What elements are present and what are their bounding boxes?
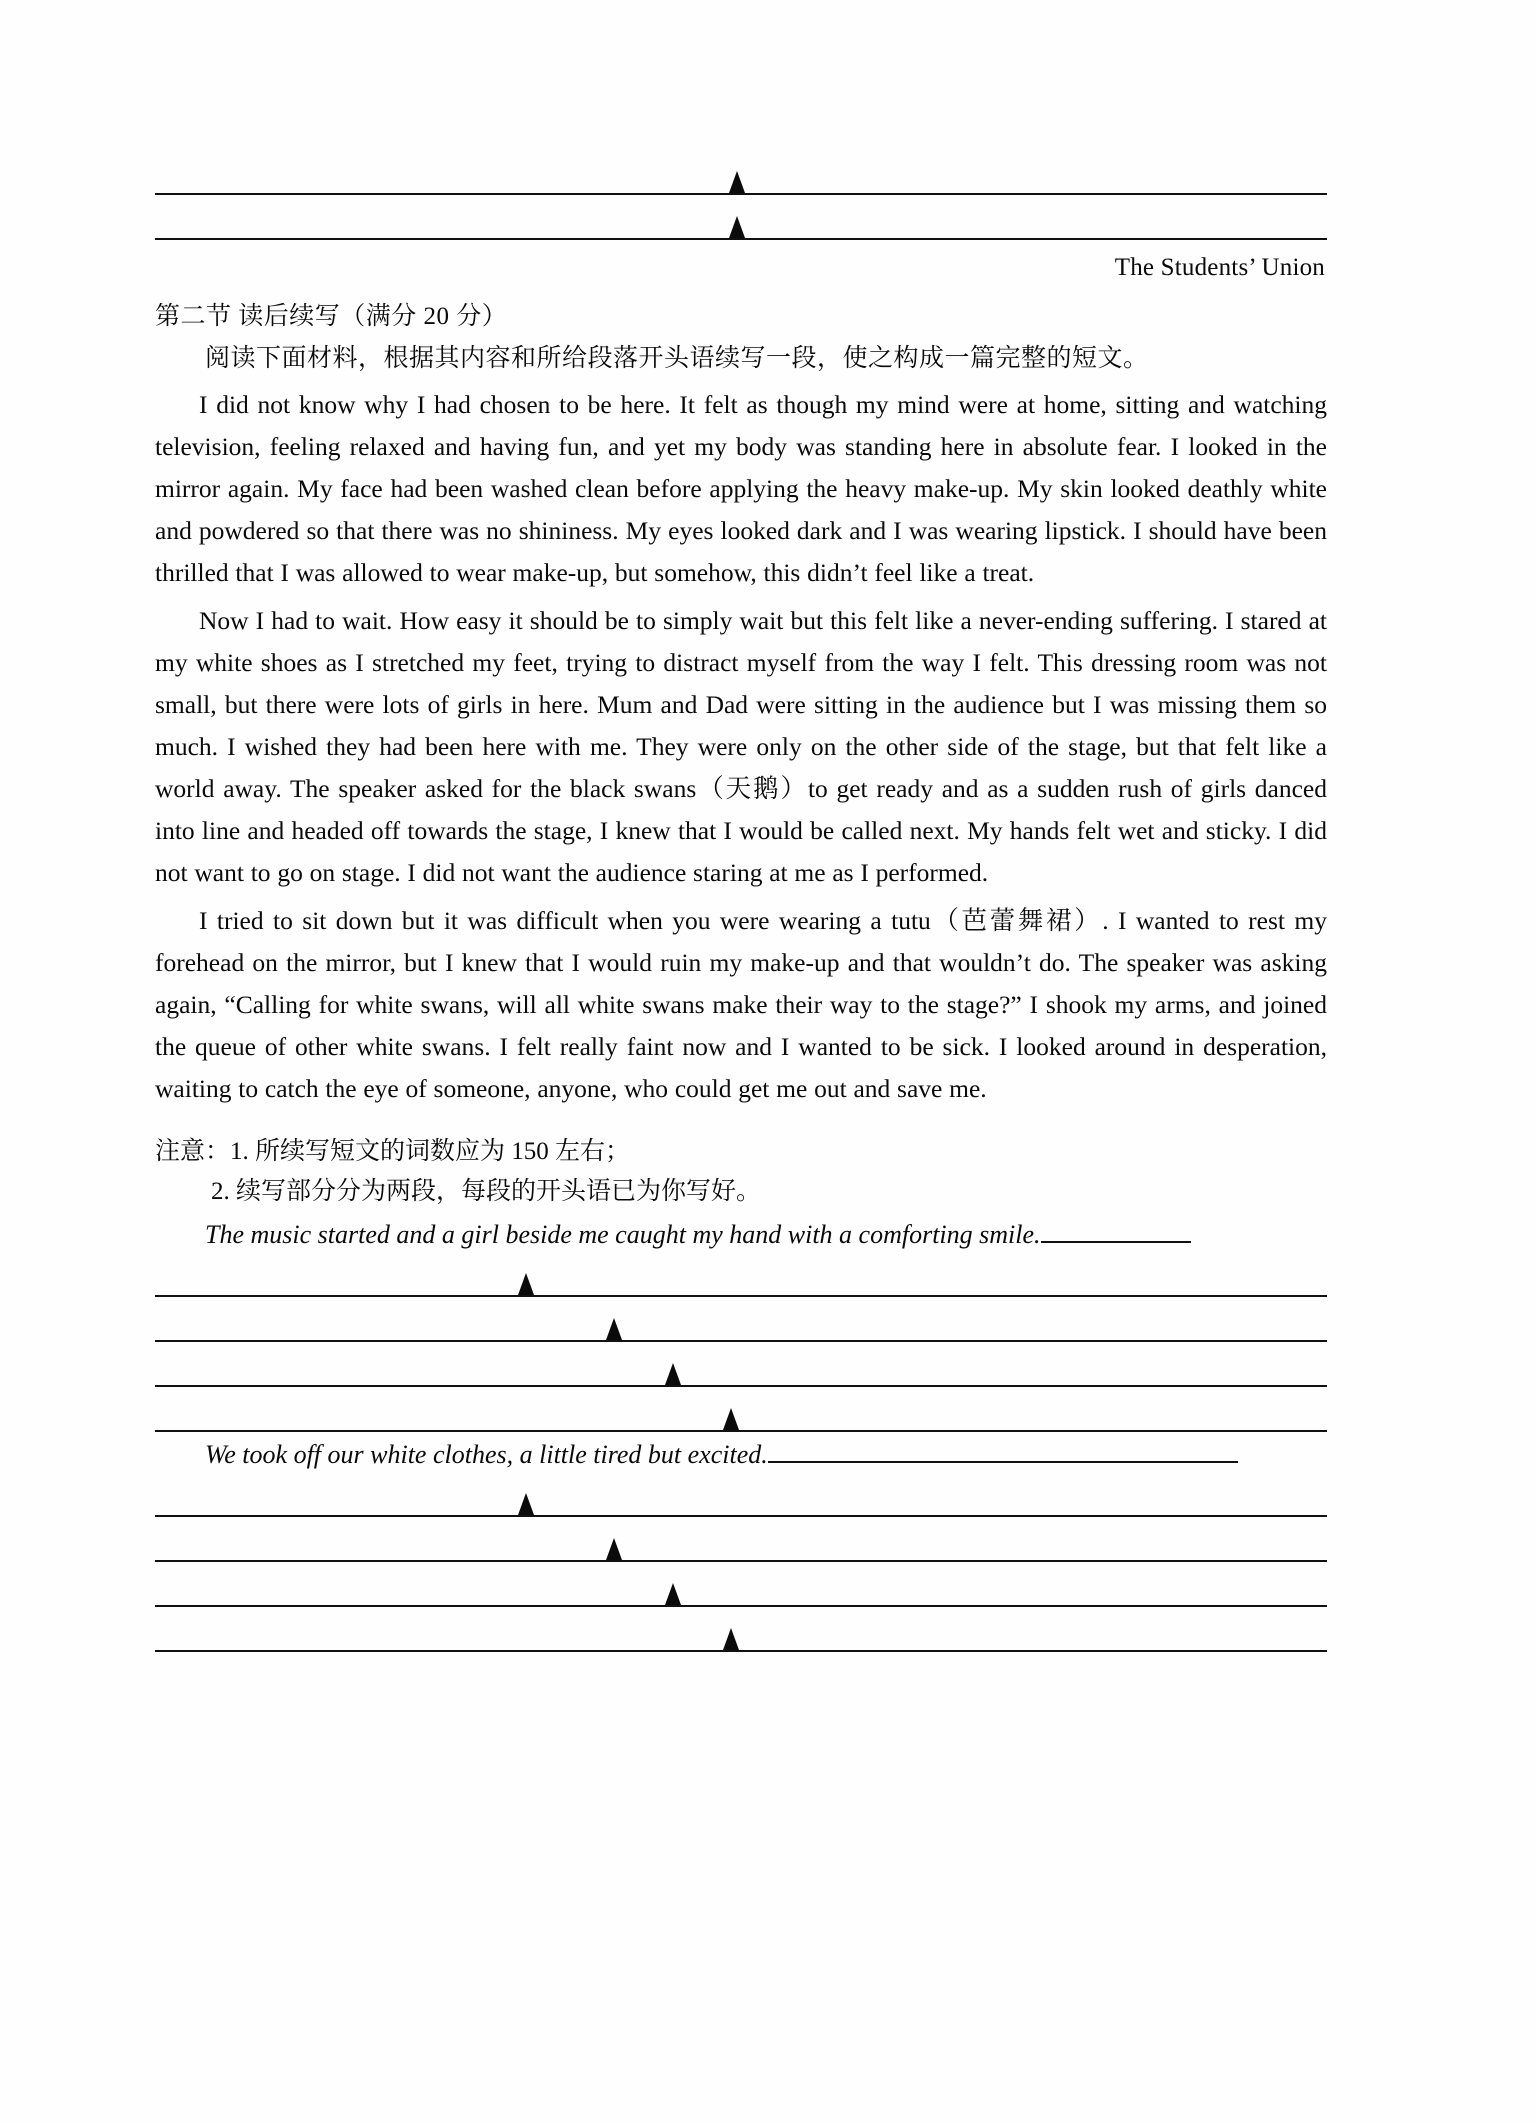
triangle-up-icon (518, 1273, 534, 1295)
ruled-line[interactable] (155, 1472, 1327, 1517)
answer-lines-block-1 (155, 1252, 1327, 1432)
notes-label: 注意： (155, 1138, 231, 1165)
note-item-1 (155, 1132, 1327, 1172)
ruled-line[interactable] (155, 150, 1327, 195)
paragraph-starter-1-text: The music started and a girl beside me caught my hand with a comforting smile. (205, 1220, 1041, 1249)
ruled-line[interactable] (155, 1607, 1327, 1652)
paragraph-starter-2 (205, 1440, 1327, 1470)
ruled-line[interactable] (155, 1387, 1327, 1432)
note-text-1: 1. 所续写短文的词数应为 150 左右； (230, 1138, 631, 1165)
section-instruction: 阅读下面材料，根据其内容和所给段落开头语续写一段，使之构成一篇完整的短文。 (205, 345, 1149, 372)
paragraph-starter-2-text: We took off our white clothes, a little tired but excited. (205, 1440, 768, 1469)
section-heading: 第二节 读后续写（满分 20 分） (155, 303, 508, 330)
answer-lines-block-2 (155, 1472, 1327, 1652)
paragraph-starter-1 (205, 1220, 1327, 1250)
triangle-up-icon (729, 171, 745, 193)
ruled-line[interactable] (155, 1297, 1327, 1342)
passage-paragraph: I did not know why I had chosen to be here. It felt as though my mind were at home, sitting and watching television, feeling relaxed and having fun, and yet my body was standing here in absolute fear. I looked in the mirror again. My face had been washed clean before applying the heavy make-up. My skin looked deathly white and powdered so that there was no shininess. My eyes looked dark and I was wearing lipstick. I should have been thrilled that I was allowed to wear make-up, but somehow, this didn’t feel like a treat. (155, 390, 1327, 587)
triangle-up-icon (606, 1318, 622, 1340)
ruled-line[interactable] (155, 1252, 1327, 1297)
triangle-up-icon (665, 1583, 681, 1605)
triangle-up-icon (518, 1493, 534, 1515)
ruled-line[interactable] (155, 1562, 1327, 1607)
page-content (155, 150, 1327, 1652)
passage-paragraph: Now I had to wait. How easy it should be to simply wait but this felt like a never-ending suffering. I stared at my white shoes as I stretched my feet, trying to distract myself from the way I felt. This dressing room was not small, but there were lots of girls in here. Mum and Dad were sitting in the audience but I was missing them so much. I wished they had been here with me. They were only on the other side of the stage, but that felt like a world away. The speaker asked for the black swans（天鹅）to get ready and as a sudden rush of girls danced into line and headed off towards the stage, I knew that I would be called next. My hands felt wet and sticky. I did not want to go on stage. I did not want the audience staring at me as I performed. (155, 606, 1327, 887)
ruled-line[interactable] (155, 1517, 1327, 1562)
ruled-line[interactable] (155, 1342, 1327, 1387)
triangle-up-icon (723, 1628, 739, 1650)
header-signature: The Students’ Union (1114, 254, 1325, 281)
triangle-up-icon (729, 216, 745, 238)
notes-block (155, 1132, 1327, 1212)
write-in-blank[interactable] (1041, 1221, 1191, 1243)
triangle-up-icon (606, 1538, 622, 1560)
triangle-up-icon (723, 1408, 739, 1430)
passage-paragraph: I tried to sit down but it was difficult when you were wearing a tutu（芭蕾舞裙）. I wanted to rest my forehead on the mirror, but I knew that I would ruin my make-up and that wouldn’t do. The speaker was asking again, “Calling for white swans, will all white swans make their way to the stage?” I shook my arms, and joined the queue of other white swans. I felt really faint now and I wanted to be sick. I looked around in desperation, waiting to catch the eye of someone, anyone, who could get me out and save me. (155, 906, 1327, 1103)
write-in-blank[interactable] (768, 1441, 1238, 1463)
note-item-2: 2. 续写部分分为两段，每段的开头语已为你写好。 (211, 1178, 762, 1205)
triangle-up-icon (665, 1363, 681, 1385)
ruled-line[interactable] (155, 195, 1327, 240)
header-ruled-lines (155, 150, 1327, 240)
